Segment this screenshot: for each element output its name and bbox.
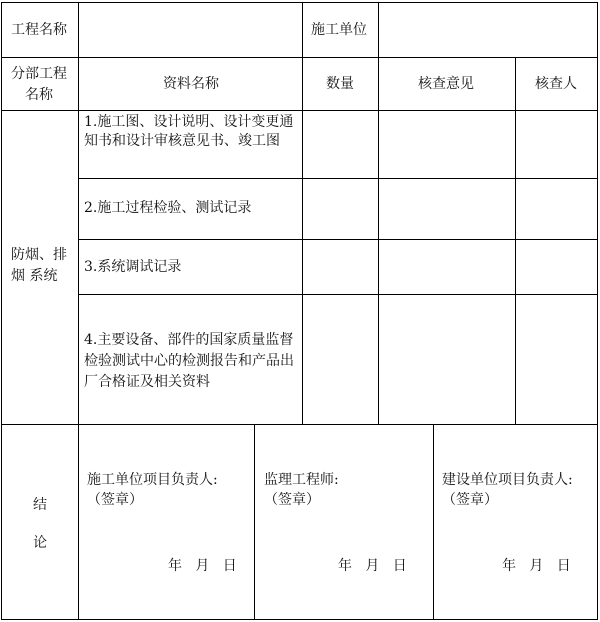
signer-3-seal: （签章） xyxy=(442,492,498,508)
list-item-3: 3.系统调试记录 xyxy=(84,259,182,275)
reviewer-cell-1[interactable] xyxy=(516,111,596,177)
signer-1-title: 施工单位项目负责人: xyxy=(87,472,218,488)
rule-col1 xyxy=(78,2,79,619)
quantity-cell-4[interactable] xyxy=(303,295,377,423)
rule-left xyxy=(1,2,2,619)
signer-2-date: 年 月 日 xyxy=(338,558,407,574)
quantity-cell-1[interactable] xyxy=(303,111,377,177)
rule-header-bottom xyxy=(1,57,598,58)
opinion-cell-2[interactable] xyxy=(379,179,514,238)
column-quantity: 数量 xyxy=(326,76,354,92)
quantity-cell-2[interactable] xyxy=(303,179,377,238)
rule-sign-split1 xyxy=(254,424,255,619)
signer-2-seal: （签章） xyxy=(264,492,320,508)
conclusion-label-line2: 论 xyxy=(33,535,47,551)
quantity-cell-3[interactable] xyxy=(303,240,377,293)
rule-sign-split2 xyxy=(433,424,434,619)
project-name-label: 工程名称 xyxy=(11,22,67,38)
column-subproject-line2: 名称 xyxy=(25,87,53,103)
list-item-4: 4.主要设备、部件的国家质量监督检验测试中心的检测报告和产品出厂合格证及相关资料 xyxy=(84,332,294,390)
column-reviewer: 核查人 xyxy=(535,76,577,92)
signer-1-date: 年 月 日 xyxy=(168,558,237,574)
signer-3-title: 建设单位项目负责人: xyxy=(442,472,573,488)
signer-2-title: 监理工程师: xyxy=(264,472,339,488)
reviewer-cell-4[interactable] xyxy=(516,295,596,423)
opinion-cell-4[interactable] xyxy=(379,295,514,423)
signer-3-date: 年 月 日 xyxy=(502,558,571,574)
rule-right xyxy=(597,2,598,619)
rule-top xyxy=(1,2,598,3)
list-item-1: 1.施工图、设计说明、设计变更通知书和设计审核意见书、竣工图 xyxy=(84,114,294,149)
section-name-line1: 防烟、排 xyxy=(11,247,67,263)
rule-section-bottom xyxy=(1,424,598,425)
conclusion-label-line1: 结 xyxy=(33,497,47,513)
rule-header-split xyxy=(378,2,379,57)
rule-bottom xyxy=(1,619,598,620)
construction-unit-label: 施工单位 xyxy=(311,22,367,38)
reviewer-cell-3[interactable] xyxy=(516,240,596,293)
column-review-opinion: 核查意见 xyxy=(418,76,474,92)
reviewer-cell-2[interactable] xyxy=(516,179,596,238)
signer-1-seal: （签章） xyxy=(87,492,143,508)
opinion-cell-3[interactable] xyxy=(379,240,514,293)
list-item-2: 2.施工过程检验、测试记录 xyxy=(84,200,252,216)
column-subproject-line1: 分部工程 xyxy=(11,66,67,82)
opinion-cell-1[interactable] xyxy=(379,111,514,177)
column-document-name: 资料名称 xyxy=(163,76,219,92)
section-name-line2: 烟 系统 xyxy=(11,268,58,284)
